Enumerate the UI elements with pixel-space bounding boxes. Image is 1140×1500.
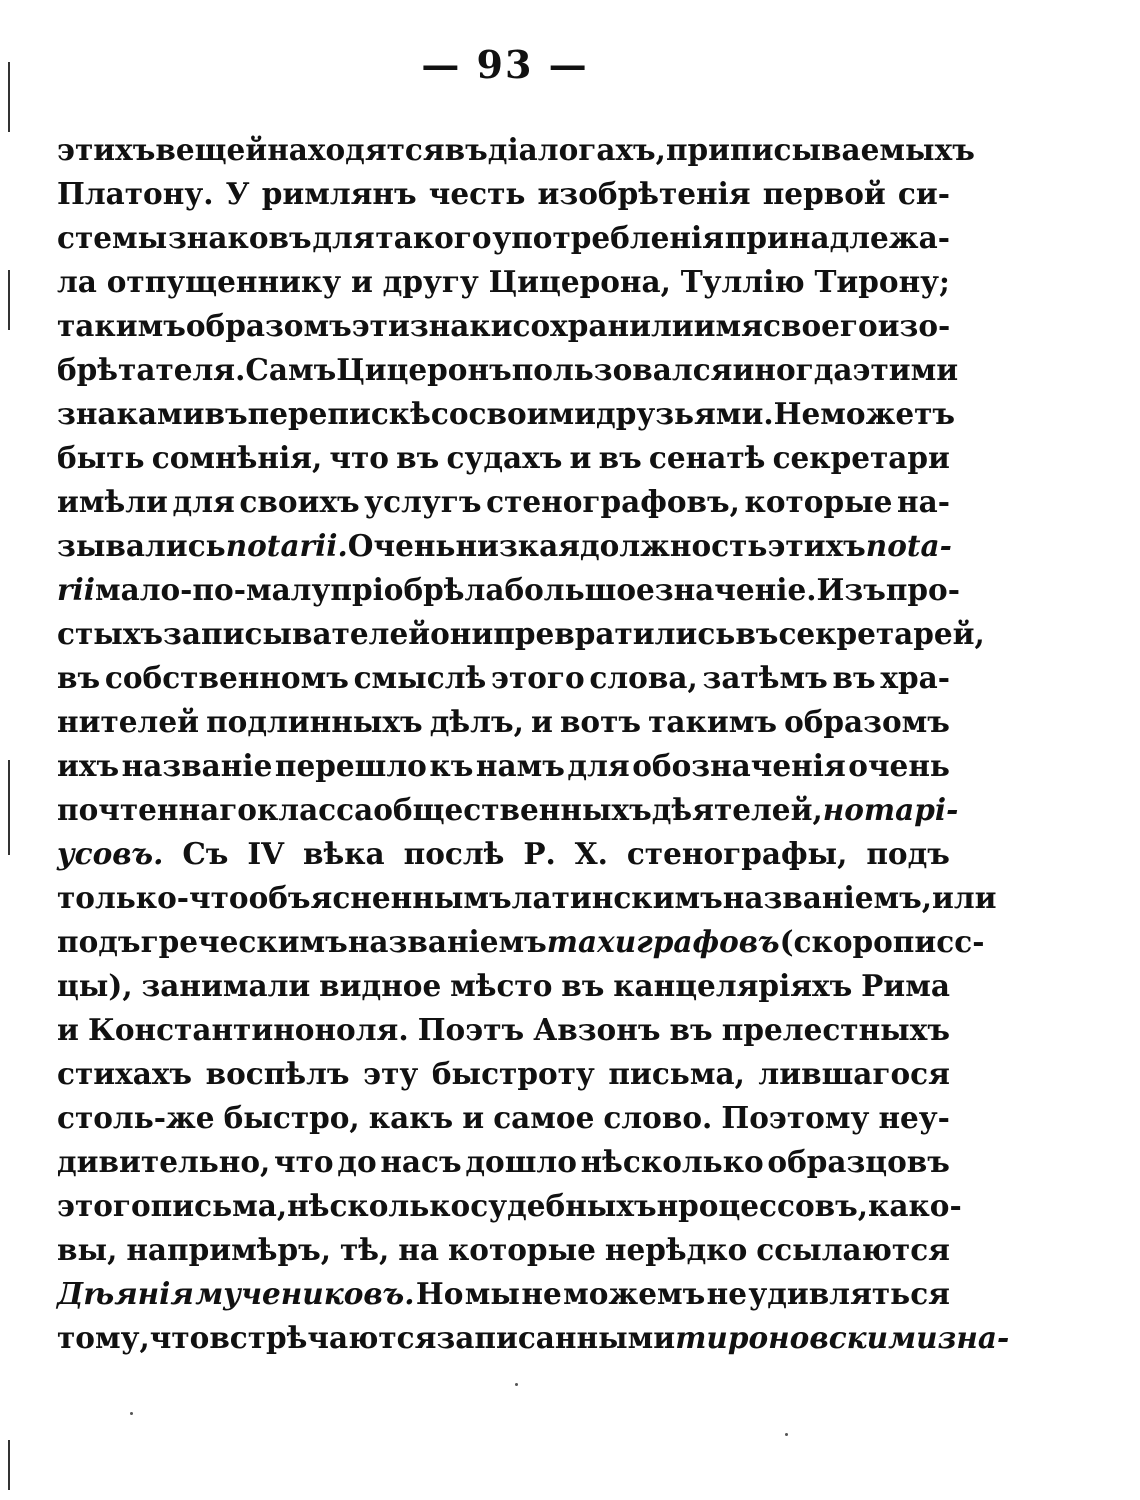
word: подъ (866, 836, 950, 871)
page-number: — 93 — (421, 42, 589, 87)
word: перепискѣ (247, 396, 431, 431)
word: общественныхъ (373, 792, 652, 827)
word: секретарей, (778, 616, 985, 651)
word: знаками (57, 396, 205, 431)
word: неу- (878, 1100, 950, 1135)
text-line (57, 832, 950, 876)
word: тѣ, (340, 1232, 390, 1267)
word: стихахъ (57, 1056, 193, 1091)
word: этими (852, 352, 959, 387)
word: честь (428, 176, 526, 211)
word: въ (735, 616, 779, 651)
word: знаки (409, 308, 513, 343)
word: пользовался (511, 352, 733, 387)
word: Дѣянія (57, 1276, 194, 1311)
word: видное (319, 968, 442, 1003)
word: нроцессовъ, (656, 1188, 869, 1223)
word: тахиграфовъ (546, 924, 780, 959)
word: Рима (861, 968, 950, 1003)
word: этого (57, 1188, 151, 1223)
word: Съ (182, 836, 229, 871)
word: Цицеронъ (336, 352, 512, 387)
word: цы), (57, 968, 133, 1003)
scan-speck (515, 1383, 518, 1386)
word: въ (444, 132, 488, 167)
word: мучениковъ. (195, 1276, 415, 1311)
word: ла (57, 264, 97, 299)
word: друзьями. (596, 396, 774, 431)
word: образомъ (185, 308, 352, 343)
left-margin-scan-mark (8, 760, 10, 855)
word: что (329, 440, 389, 475)
text-line (57, 744, 950, 788)
text-line (57, 700, 950, 744)
text-line (57, 128, 975, 172)
text-line (57, 172, 950, 216)
word: нотарі- (822, 792, 959, 827)
word: знаковъ (167, 220, 312, 255)
word: которые (448, 1232, 596, 1267)
word: слова, (589, 660, 698, 695)
text-line (57, 788, 959, 832)
text-line (57, 524, 950, 568)
word: до (337, 1144, 377, 1179)
text-line (57, 1272, 950, 1316)
word: Но (415, 1276, 464, 1311)
word: что (274, 1144, 334, 1179)
word: на (398, 1232, 440, 1267)
word: и (462, 1100, 485, 1135)
word: самое (493, 1100, 595, 1135)
word: большое (504, 572, 655, 607)
word: быть (57, 440, 145, 475)
word: записывателей (163, 616, 431, 651)
word: превратились (493, 616, 736, 651)
word: не (706, 1276, 747, 1311)
word: они (430, 616, 494, 651)
word: подъ (57, 924, 141, 959)
word: должность (579, 528, 768, 563)
text-line (57, 392, 956, 436)
word: Х. (574, 836, 608, 871)
word: дошло (465, 1144, 577, 1179)
text-line (57, 568, 960, 612)
word: своими (468, 396, 597, 431)
word: воспѣлъ (205, 1056, 350, 1091)
word: канцеляріяхъ (613, 968, 853, 1003)
text-line (57, 656, 950, 700)
text-line (57, 876, 997, 920)
word: низкая (455, 528, 580, 563)
word: ихъ (57, 748, 120, 783)
word: въ (561, 968, 605, 1003)
word: Самъ (245, 352, 337, 387)
left-margin-scan-mark (8, 1440, 10, 1490)
word: Константиноноля. (87, 1012, 409, 1047)
word: лившагося (758, 1056, 950, 1091)
word: въ (832, 660, 876, 695)
word: подлинныхъ (206, 704, 423, 739)
word: своего (762, 308, 878, 343)
word: въ (57, 660, 101, 695)
scan-speck (130, 1412, 133, 1415)
word: римлянъ (261, 176, 417, 211)
text-line (57, 1316, 1010, 1360)
word: своихъ (239, 484, 360, 519)
word: первой (762, 176, 886, 211)
word: въ (669, 1012, 713, 1047)
word: письма, (150, 1188, 288, 1223)
word: стенографовъ, (486, 484, 740, 519)
word: тироновскими (675, 1320, 938, 1355)
word: этихъ (57, 132, 156, 167)
word: такимъ (648, 704, 777, 739)
word: nota- (865, 528, 952, 563)
word: судебныхъ (470, 1188, 657, 1223)
text-line (57, 216, 950, 260)
word: или (932, 880, 997, 915)
word: зывались (57, 528, 226, 563)
word: латинскимъ (511, 880, 723, 915)
word: и (350, 264, 373, 299)
word: письма, (608, 1056, 745, 1091)
word: мы (464, 1276, 520, 1311)
word: (скорописс- (779, 924, 985, 959)
text-line (57, 304, 950, 348)
left-margin-scan-mark (8, 270, 10, 330)
word: удивляться (748, 1276, 950, 1311)
word: на- (897, 484, 950, 519)
text-line (57, 436, 950, 480)
word: слово. (603, 1100, 713, 1135)
word: смыслѣ (353, 660, 487, 695)
word: намъ (475, 748, 565, 783)
word: дивительно, (57, 1144, 271, 1179)
word: въ (204, 396, 248, 431)
word: иногда (732, 352, 853, 387)
word: встрѣчаются (209, 1320, 437, 1355)
word: класса (256, 792, 374, 827)
word: употребленія (492, 220, 724, 255)
word: стыхъ (57, 616, 164, 651)
word: записанными (436, 1320, 676, 1355)
scan-speck (785, 1433, 788, 1436)
word: пріобрѣла (330, 572, 505, 607)
text-line (57, 920, 985, 964)
word: эти (351, 308, 410, 343)
word: Р. (523, 836, 556, 871)
text-line (57, 964, 950, 1008)
word: Не (773, 396, 821, 431)
word: вещей (155, 132, 268, 167)
word: только-что (57, 880, 249, 915)
word: обозначенія (632, 748, 846, 783)
word: сохранили (512, 308, 694, 343)
word: си- (897, 176, 950, 211)
word: имѣли (57, 484, 168, 519)
word: дѣлъ, (429, 704, 524, 739)
word: секретари (772, 440, 950, 475)
word: быстроту (431, 1056, 595, 1091)
text-line (57, 1228, 950, 1272)
word: напримѣръ, (126, 1232, 332, 1267)
word: Платону. (57, 176, 214, 211)
word: находятся (267, 132, 445, 167)
word: можемъ (563, 1276, 706, 1311)
word: усовъ. (57, 836, 164, 871)
word: принадлежа- (724, 220, 950, 255)
word: для (312, 220, 375, 255)
word: notarii. (225, 528, 348, 563)
text-line (57, 1052, 950, 1096)
word: и (57, 1012, 79, 1047)
word: названіемъ, (722, 880, 932, 915)
word: значеніе. (654, 572, 817, 607)
word: для (172, 484, 235, 519)
word: діалогахъ, (487, 132, 666, 167)
word: образомъ (784, 704, 950, 739)
word: въ (598, 440, 642, 475)
word: насъ (380, 1144, 462, 1179)
word: хра- (880, 660, 950, 695)
word: Поэтъ (417, 1012, 525, 1047)
word: нѣсколько (287, 1188, 471, 1223)
word: не (521, 1276, 562, 1311)
word: вы, (57, 1232, 118, 1267)
word: вѣка (303, 836, 385, 871)
word: перешло (274, 748, 427, 783)
text-line (57, 1184, 962, 1228)
text-line (57, 1140, 950, 1184)
word: этихъ (767, 528, 866, 563)
text-line (57, 260, 950, 304)
word: Очень (347, 528, 456, 563)
word: почтеннаго (57, 792, 257, 827)
word: Поэтому (721, 1100, 870, 1135)
word: приписываемыхъ (665, 132, 975, 167)
word: изобрѣтенія (537, 176, 751, 211)
word: Цицерона, (488, 264, 671, 299)
word: вотъ (559, 704, 642, 739)
word: IV (247, 836, 285, 871)
word: этого (491, 660, 585, 695)
word: со (430, 396, 469, 431)
word: которые (744, 484, 893, 519)
word: тому, (57, 1320, 150, 1355)
text-line (57, 1008, 950, 1052)
word: У (225, 176, 250, 211)
word: стенографы, (626, 836, 848, 871)
word: Изъ (816, 572, 886, 607)
word: нерѣдко (604, 1232, 748, 1267)
word: къ (429, 748, 474, 783)
word: что (149, 1320, 210, 1355)
word: мѣсто (450, 968, 553, 1003)
word: судахъ (446, 440, 563, 475)
word: занимали (141, 968, 311, 1003)
word: сенатѣ (648, 440, 766, 475)
word: эту (363, 1056, 419, 1091)
word: брѣтателя. (57, 352, 246, 387)
text-line (57, 612, 985, 656)
word: такимъ (57, 308, 186, 343)
word: ссылаются (756, 1232, 950, 1267)
word: какъ (368, 1100, 454, 1135)
word: отпущеннику (106, 264, 342, 299)
word: стемы (57, 220, 168, 255)
word: быстро, (223, 1100, 360, 1135)
body-text (57, 128, 1010, 1360)
text-line (57, 1096, 950, 1140)
word: мало-по-малу (94, 572, 331, 607)
word: для (567, 748, 630, 783)
word: изо- (877, 308, 951, 343)
word: послѣ (403, 836, 505, 871)
word: зна- (937, 1320, 1010, 1355)
word: нѣсколько (580, 1144, 764, 1179)
left-margin-scan-mark (8, 62, 10, 132)
word: Туллію (680, 264, 805, 299)
word: дѣятелей, (651, 792, 823, 827)
word: затѣмъ (702, 660, 828, 695)
text-line (57, 348, 959, 392)
word: въ (396, 440, 440, 475)
word: прелестныхъ (721, 1012, 950, 1047)
word: Авзонъ (533, 1012, 661, 1047)
word: нителей (57, 704, 199, 739)
word: названіе (121, 748, 273, 783)
word: названіемъ (347, 924, 547, 959)
word: очень (848, 748, 950, 783)
word: Тирону; (814, 264, 950, 299)
word: такого (375, 220, 492, 255)
word: собственномъ (104, 660, 349, 695)
word: и (530, 704, 553, 739)
word: како- (868, 1188, 962, 1223)
word: столь-же (57, 1100, 215, 1135)
word: образцовъ (767, 1144, 950, 1179)
word: сомнѣнія, (151, 440, 323, 475)
word: rii (57, 572, 95, 607)
word: имя (693, 308, 763, 343)
word: можетъ (820, 396, 956, 431)
word: услугъ (364, 484, 482, 519)
text-line (57, 480, 950, 524)
word: объясненнымъ (248, 880, 512, 915)
word: греческимъ (140, 924, 348, 959)
word: и (569, 440, 592, 475)
word: другу (382, 264, 479, 299)
word: про- (885, 572, 960, 607)
